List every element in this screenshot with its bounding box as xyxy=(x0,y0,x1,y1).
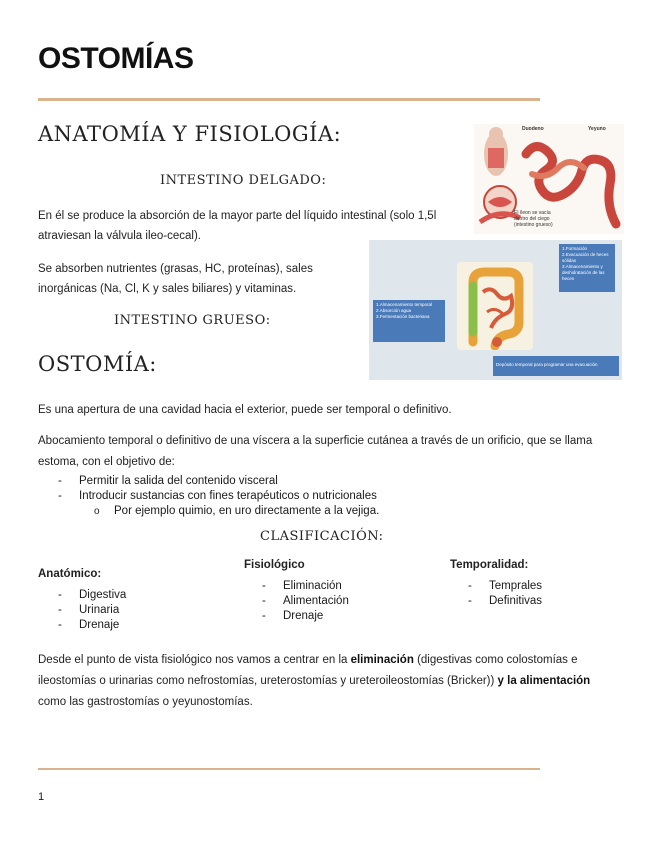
closing-text-2: (digestivas como colostomías e ileostomías o urinarias como nefrostomías, ureterostomías y ureteroileostomías (Bricker)) xyxy=(38,654,578,687)
colon-roles-box xyxy=(373,300,445,342)
classification-heading: CLASIFICACIÓN: xyxy=(260,529,384,544)
anatomy-heading: ANATOMÍA Y FISIOLOGÍA: xyxy=(38,122,342,146)
list-item: - Urinaria xyxy=(58,603,126,618)
colon-function-1: 1.Formación xyxy=(562,246,588,251)
list-item: - Drenaje xyxy=(262,609,349,624)
list-item: - Alimentación xyxy=(262,594,349,609)
yeyuno-label: Yeyuno xyxy=(588,126,606,132)
temporality-column-title: Temporalidad: xyxy=(450,559,529,571)
physiologic-list xyxy=(262,579,349,624)
small-intestine-paragraph-1: En él se produce la absorción de la mayor parte del líquido intestinal (solo 1,5l atraviesan la válvula ileo-cecal). xyxy=(38,210,437,242)
list-item: - Eliminación xyxy=(262,579,349,594)
colon-image-panel xyxy=(457,262,533,350)
list-item: - Permitir la salida del contenido visceral xyxy=(58,474,578,489)
sub-list-item: o Por ejemplo quimio, en uro directamente a la vejiga. xyxy=(58,504,578,519)
page-number: 1 xyxy=(38,791,45,803)
bottom-divider xyxy=(38,768,540,770)
list-item: - Definitivas xyxy=(468,594,542,609)
closing-text-3: como las gastrostomías o yeyunostomías. xyxy=(38,696,253,708)
document-title: OSTOMÍAS xyxy=(38,42,194,75)
ostomy-heading: OSTOMÍA: xyxy=(38,352,157,376)
colon-drawing xyxy=(457,262,533,350)
small-intestine-paragraph-2: Se absorben nutrientes (grasas, HC, proteínas), sales inorgánicas (Na, Cl, K y sales biliares) y vitaminas. xyxy=(38,263,313,295)
ostomy-definition-1: Es una apertura de una cavidad hacia el exterior, puede ser temporal o definitivo. xyxy=(38,404,452,416)
closing-paragraph xyxy=(38,650,616,713)
list-item: - Introducir sustancias con fines terapéuticos o nutricionales xyxy=(58,489,578,504)
colon-role-3: 3.Fermentación bacteriana xyxy=(376,314,430,319)
list-item: - Temprales xyxy=(468,579,542,594)
list-item: - Drenaje xyxy=(58,618,126,633)
physiologic-column-title: Fisiológico xyxy=(244,559,305,571)
ileon-label: El íleon se vacía dentro del ciego (intestino grueso) xyxy=(514,210,553,228)
small-intestine-illustration xyxy=(474,124,624,234)
rectum-function-box: Depósito temporal para programar una evacuación xyxy=(493,356,619,376)
ostomy-definition-2: Abocamiento temporal o definitivo de una víscera a la superficie cutánea a través de un orificio, que se llama estoma, con el objetivo de: xyxy=(38,435,593,468)
colon-role-1: 1.Almacenamiento temporal xyxy=(376,302,433,307)
ostomy-objectives-list xyxy=(58,474,578,519)
small-intestine-heading: INTESTINO DELGADO: xyxy=(160,173,327,188)
colon-function-2: 2.Evacuación de heces sólidas xyxy=(562,252,609,263)
top-divider xyxy=(38,98,540,101)
closing-text-1: Desde el punto de vista fisiológico nos vamos a centrar en la xyxy=(38,654,351,666)
anatomic-list xyxy=(58,588,126,633)
colon-function-3: 3.Almacenamiento y deshidratación de las heces xyxy=(562,264,605,281)
large-intestine-diagram xyxy=(369,240,622,380)
anatomic-column-title: Anatómico: xyxy=(38,568,102,580)
list-item: - Digestiva xyxy=(58,588,126,603)
temporality-list xyxy=(468,579,542,609)
colon-role-2: 2.Absorción agua xyxy=(376,308,412,313)
duodeno-label: Duodeno xyxy=(522,126,544,132)
closing-bold-eliminacion: eliminación xyxy=(350,654,414,666)
colon-functions-box xyxy=(559,244,615,292)
closing-bold-alimentacion: y la alimentación xyxy=(497,675,591,687)
large-intestine-heading: INTESTINO GRUESO: xyxy=(114,313,271,328)
